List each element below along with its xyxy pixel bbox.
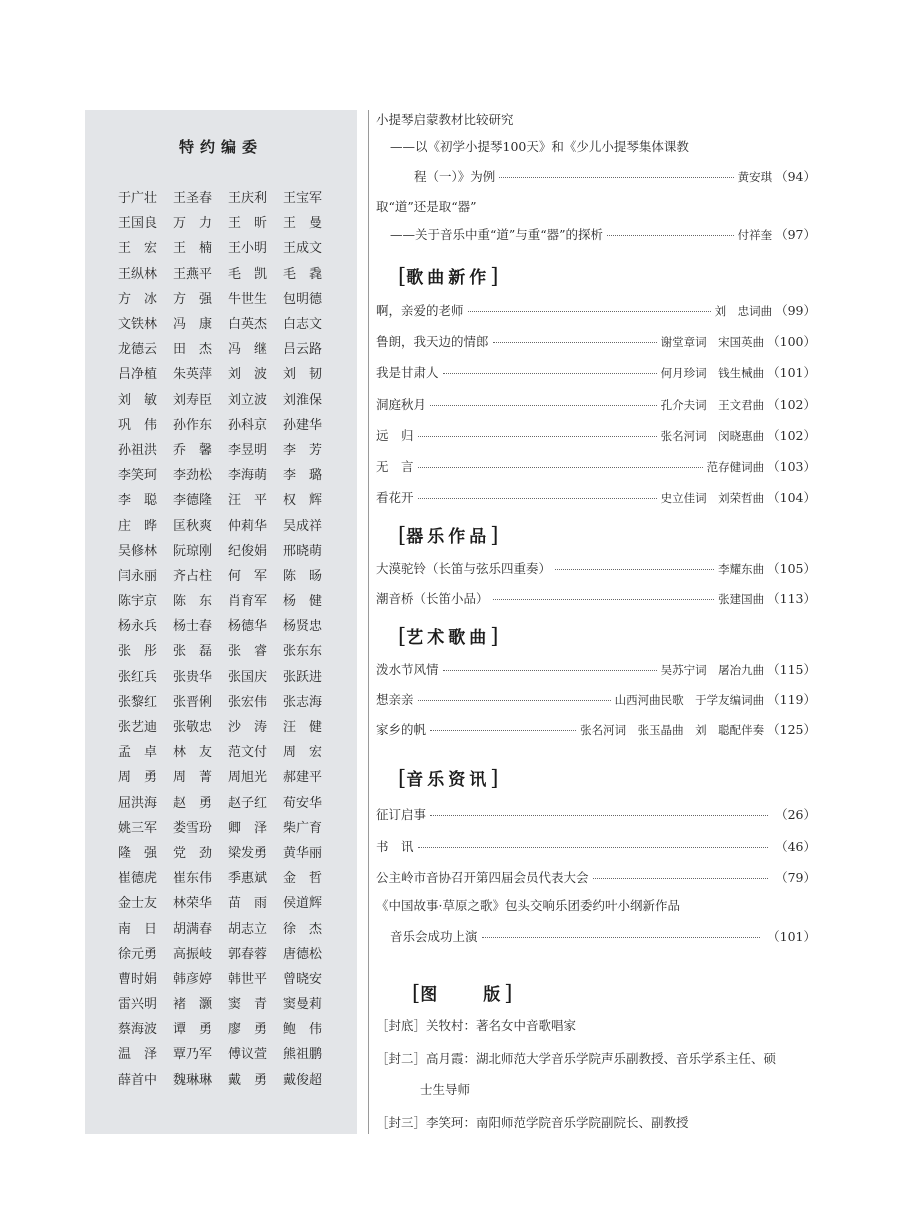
editorial-board-member: 方 冰 bbox=[118, 291, 158, 307]
editorial-board-member: 傅议萱 bbox=[228, 1047, 268, 1063]
editorial-board-member: 张黎红 bbox=[118, 694, 158, 710]
editorial-board-row bbox=[118, 612, 338, 637]
editorial-board-member: 沙 涛 bbox=[228, 720, 268, 736]
editorial-board-row bbox=[118, 940, 338, 965]
editorial-board-member: 侯道辉 bbox=[283, 896, 323, 912]
editorial-board-member: 周旭光 bbox=[228, 770, 268, 786]
toc-entry[interactable] bbox=[376, 395, 816, 413]
editorial-board-member: 张 睿 bbox=[228, 644, 268, 660]
editorial-board-member: 刘立波 bbox=[228, 392, 268, 408]
editorial-board-member: 刘 波 bbox=[228, 367, 268, 383]
editorial-board-row bbox=[118, 587, 338, 612]
toc-author: 谢堂章词 宋国英曲 bbox=[660, 335, 765, 350]
toc-title: 征订启事 bbox=[376, 807, 427, 822]
toc-title: 泼水节风情 bbox=[376, 662, 439, 677]
editorial-board-member: 汪 健 bbox=[283, 720, 323, 736]
plate-inside-back: ［封三］李笑珂：南阳师范学院音乐学院副院长、副教授 bbox=[376, 1115, 689, 1130]
editorial-board-member: 姚三军 bbox=[118, 820, 158, 836]
leader-dots bbox=[499, 177, 733, 178]
editorial-board-row bbox=[118, 663, 338, 688]
editorial-board-member: 吕云路 bbox=[283, 342, 323, 358]
editorial-board-member: 李德隆 bbox=[173, 493, 213, 509]
editorial-board-member: 白志文 bbox=[283, 317, 323, 333]
toc-entry[interactable] bbox=[376, 868, 816, 886]
toc-news-4-entry[interactable] bbox=[390, 927, 816, 945]
editorial-board-member: 牛世生 bbox=[228, 291, 268, 307]
editorial-board-member: 周 菁 bbox=[173, 770, 213, 786]
toc-page: （100） bbox=[767, 334, 816, 350]
editorial-board-member: 陈 旸 bbox=[283, 568, 323, 584]
editorial-board-member: 胡满春 bbox=[173, 921, 213, 937]
editorial-board-member: 闫永丽 bbox=[118, 568, 158, 584]
editorial-board-member: 郭春蓉 bbox=[228, 946, 268, 962]
editorial-board-member: 刘 韧 bbox=[283, 367, 323, 383]
editorial-board-row bbox=[118, 511, 338, 536]
section-heading-instrumental: [器乐作品] bbox=[398, 523, 499, 547]
toc-entry[interactable] bbox=[376, 457, 816, 475]
editorial-board-member: 白英杰 bbox=[228, 317, 268, 333]
toc-title: 想亲亲 bbox=[376, 692, 414, 707]
editorial-board-member: 冯 康 bbox=[173, 317, 213, 333]
toc-title: 潮音桥（长笛小品） bbox=[376, 591, 489, 606]
editorial-board-member: 刘淮保 bbox=[283, 392, 323, 408]
editorial-board-member: 赵 勇 bbox=[173, 795, 213, 811]
editorial-board-member: 季惠斌 bbox=[228, 871, 268, 887]
column-divider bbox=[368, 110, 369, 1134]
leader-dots bbox=[430, 815, 768, 816]
editorial-board-member: 李 芳 bbox=[283, 442, 323, 458]
editorial-board-member: 崔东伟 bbox=[173, 871, 213, 887]
toc-title: 啊，亲爱的老师 bbox=[376, 303, 464, 318]
toc-author: 张名河词 闵晓惠曲 bbox=[660, 428, 765, 443]
editorial-board-row bbox=[118, 889, 338, 914]
editorial-board-member: 冯 继 bbox=[228, 342, 268, 358]
editorial-board-member: 张 磊 bbox=[173, 644, 213, 660]
editorial-board-member: 窦 青 bbox=[228, 997, 268, 1013]
editorial-board-member: 匡秋爽 bbox=[173, 518, 213, 534]
toc-article-1: 小提琴启蒙教材比较研究 bbox=[376, 112, 514, 127]
editorial-board-member: 梁发勇 bbox=[228, 845, 268, 861]
toc-entry[interactable] bbox=[376, 660, 816, 678]
editorial-board-member: 孙科京 bbox=[228, 417, 268, 433]
editorial-board-member: 杨永兵 bbox=[118, 619, 158, 635]
editorial-board-member: 毛 凯 bbox=[228, 266, 268, 282]
editorial-board-row bbox=[118, 1015, 338, 1040]
editorial-board-row bbox=[118, 184, 338, 209]
editorial-board-member: 李昱明 bbox=[228, 442, 268, 458]
editorial-board-member: 邢晓萌 bbox=[283, 543, 323, 559]
editorial-board-member: 李海萌 bbox=[228, 468, 268, 484]
editorial-board-member: 吕净植 bbox=[118, 367, 158, 383]
section-heading-plates: [图 版] bbox=[412, 981, 513, 1005]
leader-dots bbox=[418, 847, 769, 848]
editorial-board-member: 胡志立 bbox=[228, 921, 268, 937]
editorial-board-row bbox=[118, 260, 338, 285]
editorial-board-member: 李笑珂 bbox=[118, 468, 158, 484]
editorial-board-member: 张红兵 bbox=[118, 669, 158, 685]
toc-author: 付祥奎 bbox=[737, 228, 773, 242]
editorial-board-member: 王 宏 bbox=[118, 241, 158, 257]
toc-title: 书 讯 bbox=[376, 838, 414, 854]
toc-page: （94） bbox=[775, 169, 816, 184]
editorial-board-member: 谭 勇 bbox=[173, 1022, 213, 1038]
editorial-board-member: 高振岐 bbox=[173, 946, 213, 962]
editorial-board-member: 张东东 bbox=[283, 644, 323, 660]
editorial-board-member: 吴修林 bbox=[118, 543, 158, 559]
editorial-board-member: 褚 灏 bbox=[173, 997, 213, 1013]
editorial-board-member: 王 曼 bbox=[283, 216, 323, 232]
editorial-board-row bbox=[118, 688, 338, 713]
editorial-board-member: 权 辉 bbox=[283, 493, 323, 509]
editorial-board-row bbox=[118, 637, 338, 662]
editorial-board-member: 王成文 bbox=[283, 241, 323, 257]
toc-author: 刘 忠词曲 bbox=[714, 304, 773, 318]
toc-entry[interactable] bbox=[376, 690, 816, 708]
editorial-board-row bbox=[118, 965, 338, 990]
editorial-board-member: 阮琼刚 bbox=[173, 543, 213, 559]
toc-page: （104） bbox=[767, 490, 816, 506]
toc-author: 张建国曲 bbox=[718, 592, 765, 606]
leader-dots bbox=[443, 373, 657, 374]
editorial-board-member: 戴 勇 bbox=[228, 1072, 268, 1088]
toc-page: （26） bbox=[775, 807, 816, 822]
editorial-board-member: 林 友 bbox=[173, 745, 213, 761]
toc-page: （101） bbox=[767, 365, 816, 381]
editorial-board-member: 王 昕 bbox=[228, 216, 268, 232]
editorial-board-row bbox=[118, 864, 338, 889]
editorial-board-member: 仲莉华 bbox=[228, 518, 268, 534]
toc-entry[interactable] bbox=[376, 301, 816, 319]
toc-entry[interactable] bbox=[376, 589, 816, 607]
toc-author: 李耀东曲 bbox=[718, 562, 765, 576]
editorial-board-member: 张跃进 bbox=[283, 669, 323, 685]
editorial-board-row bbox=[118, 411, 338, 436]
editorial-board-member: 汪 平 bbox=[228, 493, 268, 509]
editorial-board-member: 于广壮 bbox=[118, 191, 158, 207]
editorial-board-member: 刘寿臣 bbox=[173, 392, 213, 408]
editorial-board-member: 娄雪玢 bbox=[173, 820, 213, 836]
toc-article-1-subtitle: ——以《初学小提琴100天》和《少儿小提琴集体课教 bbox=[390, 139, 689, 154]
toc-entry[interactable] bbox=[376, 720, 816, 738]
toc-entry[interactable] bbox=[376, 426, 816, 444]
toc-news-4: 《中国故事·草原之歌》包头交响乐团委约叶小纲新作品 bbox=[376, 898, 680, 913]
editorial-board-member: 田 杰 bbox=[173, 342, 213, 358]
editorial-board-member: 韩世平 bbox=[228, 971, 268, 987]
editorial-board-member: 曹时娟 bbox=[118, 971, 158, 987]
editorial-board-member: 文铁林 bbox=[118, 317, 158, 333]
editorial-board-member: 陈 东 bbox=[173, 594, 213, 610]
toc-page: （119） bbox=[767, 692, 816, 707]
toc-author: 史立佳词 刘荣哲曲 bbox=[660, 491, 765, 506]
editorial-board-member: 乔 馨 bbox=[173, 442, 213, 458]
editorial-board-member: 熊祖鹏 bbox=[283, 1047, 323, 1063]
editorial-board-row bbox=[118, 914, 338, 939]
editorial-board-member: 孟 卓 bbox=[118, 745, 158, 761]
leader-dots bbox=[555, 569, 714, 570]
leader-dots bbox=[430, 405, 657, 406]
editorial-board-member: 王圣春 bbox=[173, 191, 213, 207]
editorial-board-member: 张宏伟 bbox=[228, 694, 268, 710]
editorial-board-member: 蔡海波 bbox=[118, 1022, 158, 1038]
editorial-board-row bbox=[118, 537, 338, 562]
editorial-board-member: 陈宇京 bbox=[118, 594, 158, 610]
editorial-board-member: 韩彦婷 bbox=[173, 971, 213, 987]
editorial-board-member: 方 强 bbox=[173, 291, 213, 307]
editorial-board-member: 孙祖洪 bbox=[118, 442, 158, 458]
toc-title: 程（一）》为例 bbox=[414, 169, 496, 184]
editorial-board-member: 杨 健 bbox=[283, 594, 323, 610]
leader-dots bbox=[430, 730, 576, 731]
editorial-board-member: 温 泽 bbox=[118, 1047, 158, 1063]
toc-page: （125） bbox=[767, 722, 816, 737]
editorial-board-member: 周 勇 bbox=[118, 770, 158, 786]
leader-dots bbox=[418, 700, 611, 701]
section-heading-art-songs: [艺术歌曲] bbox=[398, 624, 499, 648]
toc-author: 范存健词曲 bbox=[706, 460, 765, 474]
toc-page: （79） bbox=[775, 870, 816, 885]
editorial-board-member: 庄 晔 bbox=[118, 518, 158, 534]
editorial-board-member: 王小明 bbox=[228, 241, 268, 257]
editorial-board-member: 鲍 伟 bbox=[283, 1022, 323, 1038]
toc-entry[interactable] bbox=[376, 363, 816, 381]
editorial-board-row bbox=[118, 310, 338, 335]
editorial-board-member: 王宝军 bbox=[283, 191, 323, 207]
leader-dots bbox=[443, 670, 657, 671]
editorial-board-member: 肖育军 bbox=[228, 594, 268, 610]
toc-title: 鲁朗，我天边的情郎 bbox=[376, 334, 489, 350]
editorial-board-member: 崔德虎 bbox=[118, 871, 158, 887]
editorial-board-member: 黄华丽 bbox=[283, 845, 323, 861]
toc-entry[interactable] bbox=[376, 805, 816, 823]
leader-dots bbox=[493, 599, 715, 600]
toc-author: 山西河曲民歌 于学友编词曲 bbox=[614, 693, 765, 707]
editorial-board-member: 王燕平 bbox=[173, 266, 213, 282]
toc-page: （99） bbox=[775, 303, 816, 318]
editorial-board-member: 戴俊超 bbox=[283, 1072, 323, 1088]
editorial-board-member: 徐 杰 bbox=[283, 921, 323, 937]
editorial-board-row bbox=[118, 763, 338, 788]
editorial-board-member: 周 宏 bbox=[283, 745, 323, 761]
editorial-board-member: 曾晓安 bbox=[283, 971, 323, 987]
toc-title: 我是甘肃人 bbox=[376, 365, 439, 381]
editorial-board-list bbox=[118, 184, 338, 1091]
editorial-board-member: 唐德松 bbox=[283, 946, 323, 962]
editorial-board-member: 金士友 bbox=[118, 896, 158, 912]
editorial-board-row bbox=[118, 814, 338, 839]
toc-page: （101） bbox=[767, 929, 816, 944]
editorial-board-row bbox=[118, 209, 338, 234]
editorial-board-row bbox=[118, 839, 338, 864]
editorial-board-member: 毛 毳 bbox=[283, 266, 323, 282]
editorial-board-member: 苗 雨 bbox=[228, 896, 268, 912]
editorial-board-row bbox=[118, 285, 338, 310]
editorial-board-member: 纪俊娟 bbox=[228, 543, 268, 559]
toc-author: 吴苏宁词 屠冶九曲 bbox=[660, 663, 765, 677]
editorial-board-row bbox=[118, 461, 338, 486]
leader-dots bbox=[593, 878, 769, 879]
toc-title: 洞庭秋月 bbox=[376, 396, 427, 412]
editorial-board-member: 张国庆 bbox=[228, 669, 268, 685]
toc-title: ——关于音乐中重“道”与重“器”的探析 bbox=[390, 227, 604, 242]
editorial-board-member: 魏琳琳 bbox=[173, 1072, 213, 1088]
toc-author: 张名河词 张玉晶曲 刘 聪配伴奏 bbox=[580, 723, 765, 737]
editorial-board-row bbox=[118, 789, 338, 814]
editorial-board-member: 徐元勇 bbox=[118, 946, 158, 962]
editorial-board-member: 朱英萍 bbox=[173, 367, 213, 383]
toc-title: 音乐会成功上演 bbox=[390, 929, 478, 944]
plate-back-cover: ［封底］关牧村：著名女中音歌唱家 bbox=[376, 1018, 577, 1033]
plate-inside-front-cont: 士生导师 bbox=[420, 1082, 471, 1097]
toc-title: 远 归 bbox=[376, 427, 414, 443]
toc-entry[interactable] bbox=[376, 837, 816, 855]
leader-dots bbox=[607, 235, 734, 236]
editorial-board-member: 李劲松 bbox=[173, 468, 213, 484]
editorial-board-member: 张晋俐 bbox=[173, 694, 213, 710]
editorial-board-member: 张敬忠 bbox=[173, 720, 213, 736]
editorial-board-member: 孙建华 bbox=[283, 417, 323, 433]
editorial-board-row bbox=[118, 335, 338, 360]
editorial-board-member: 杨士春 bbox=[173, 619, 213, 635]
editorial-board-member: 范文付 bbox=[228, 745, 268, 761]
toc-author: 孔介夫词 王文君曲 bbox=[660, 397, 765, 412]
toc-entry[interactable] bbox=[376, 488, 816, 506]
editorial-board-member: 王国良 bbox=[118, 216, 158, 232]
editorial-board-member: 覃乃军 bbox=[173, 1047, 213, 1063]
editorial-board-row bbox=[118, 486, 338, 511]
toc-entry[interactable] bbox=[376, 559, 816, 577]
toc-title: 无 言 bbox=[376, 459, 414, 474]
editorial-board-member: 孙作东 bbox=[173, 417, 213, 433]
editorial-board-member: 万 力 bbox=[173, 216, 213, 232]
editorial-board-member: 赵子红 bbox=[228, 795, 268, 811]
editorial-board-member: 林荣华 bbox=[173, 896, 213, 912]
editorial-board-member: 薛首中 bbox=[118, 1072, 158, 1088]
editorial-board-member: 南 日 bbox=[118, 921, 158, 937]
toc-author: 黄安琪 bbox=[737, 170, 773, 184]
editorial-board-member: 党 劲 bbox=[173, 845, 213, 861]
toc-page: （103） bbox=[767, 459, 816, 474]
toc-page: （105） bbox=[767, 561, 816, 576]
toc-page: （46） bbox=[775, 838, 816, 854]
editorial-board-member: 刘 敏 bbox=[118, 392, 158, 408]
editorial-board-row bbox=[118, 562, 338, 587]
leader-dots bbox=[418, 436, 657, 437]
editorial-board-member: 窦曼莉 bbox=[283, 997, 323, 1013]
editorial-board-member: 杨德华 bbox=[228, 619, 268, 635]
editorial-board-member: 张志海 bbox=[283, 694, 323, 710]
toc-title: 公主岭市音协召开第四届会员代表大会 bbox=[376, 870, 589, 885]
editorial-board-member: 吴成祥 bbox=[283, 518, 323, 534]
leader-dots bbox=[468, 311, 711, 312]
leader-dots bbox=[482, 937, 761, 938]
editorial-board-member: 王 楠 bbox=[173, 241, 213, 257]
editorial-board-row bbox=[118, 990, 338, 1015]
editorial-board-member: 王庆利 bbox=[228, 191, 268, 207]
editorial-board-member: 龙德云 bbox=[118, 342, 158, 358]
toc-page: （102） bbox=[767, 396, 816, 412]
editorial-board-member: 李 璐 bbox=[283, 468, 323, 484]
editorial-board-row bbox=[118, 713, 338, 738]
editorial-board-member: 廖 勇 bbox=[228, 1022, 268, 1038]
editorial-board-member: 包明德 bbox=[283, 291, 323, 307]
editorial-board-member: 卿 泽 bbox=[228, 820, 268, 836]
section-heading-songs: [歌曲新作] bbox=[398, 264, 499, 288]
leader-dots bbox=[418, 498, 657, 499]
editorial-board-member: 王纵林 bbox=[118, 266, 158, 282]
editorial-board-member: 隆 强 bbox=[118, 845, 158, 861]
editorial-board-member: 金 哲 bbox=[283, 871, 323, 887]
editorial-board-member: 巩 伟 bbox=[118, 417, 158, 433]
editorial-board-row bbox=[118, 1066, 338, 1091]
editorial-board-row bbox=[118, 738, 338, 763]
editorial-board-member: 屈洪海 bbox=[118, 795, 158, 811]
editorial-board-member: 张 彤 bbox=[118, 644, 158, 660]
toc-article-2: 取“道”还是取“器” bbox=[376, 199, 477, 214]
editorial-board-member: 张艺迪 bbox=[118, 720, 158, 736]
editorial-board-row bbox=[118, 234, 338, 259]
editorial-board-row bbox=[118, 1040, 338, 1065]
toc-page: （97） bbox=[775, 227, 816, 242]
editorial-board-title: 特约编委 bbox=[178, 138, 263, 156]
toc-author: 何月珍词 钱生械曲 bbox=[660, 366, 765, 381]
toc-article-1-entry[interactable] bbox=[414, 167, 816, 185]
toc-page: （102） bbox=[767, 427, 816, 443]
toc-title: 大漠驼铃（长笛与弦乐四重奏） bbox=[376, 561, 552, 576]
editorial-board-row bbox=[118, 436, 338, 461]
editorial-board-member: 李 聪 bbox=[118, 493, 158, 509]
section-heading-music-news: [音乐资讯] bbox=[398, 766, 499, 790]
toc-article-2-entry[interactable] bbox=[390, 225, 816, 243]
toc-entry[interactable] bbox=[376, 332, 816, 350]
editorial-board-member: 何 军 bbox=[228, 568, 268, 584]
editorial-board-row bbox=[118, 386, 338, 411]
toc-title: 家乡的帆 bbox=[376, 722, 427, 737]
leader-dots bbox=[493, 342, 657, 343]
editorial-board-member: 杨贤忠 bbox=[283, 619, 323, 635]
plate-inside-front: ［封二］高月霞：湖北师范大学音乐学院声乐副教授、音乐学系主任、硕 bbox=[376, 1051, 777, 1066]
editorial-board-member: 郝建平 bbox=[283, 770, 323, 786]
toc-page: （115） bbox=[767, 662, 816, 677]
editorial-board-member: 雷兴明 bbox=[118, 997, 158, 1013]
toc-page: （113） bbox=[767, 591, 816, 606]
editorial-board-member: 张贵华 bbox=[173, 669, 213, 685]
editorial-board-row bbox=[118, 360, 338, 385]
editorial-board-member: 齐占柱 bbox=[173, 568, 213, 584]
editorial-board-member: 荀安华 bbox=[283, 795, 323, 811]
editorial-board-member: 柴广育 bbox=[283, 820, 323, 836]
leader-dots bbox=[418, 467, 703, 468]
toc-title: 看花开 bbox=[376, 490, 414, 506]
